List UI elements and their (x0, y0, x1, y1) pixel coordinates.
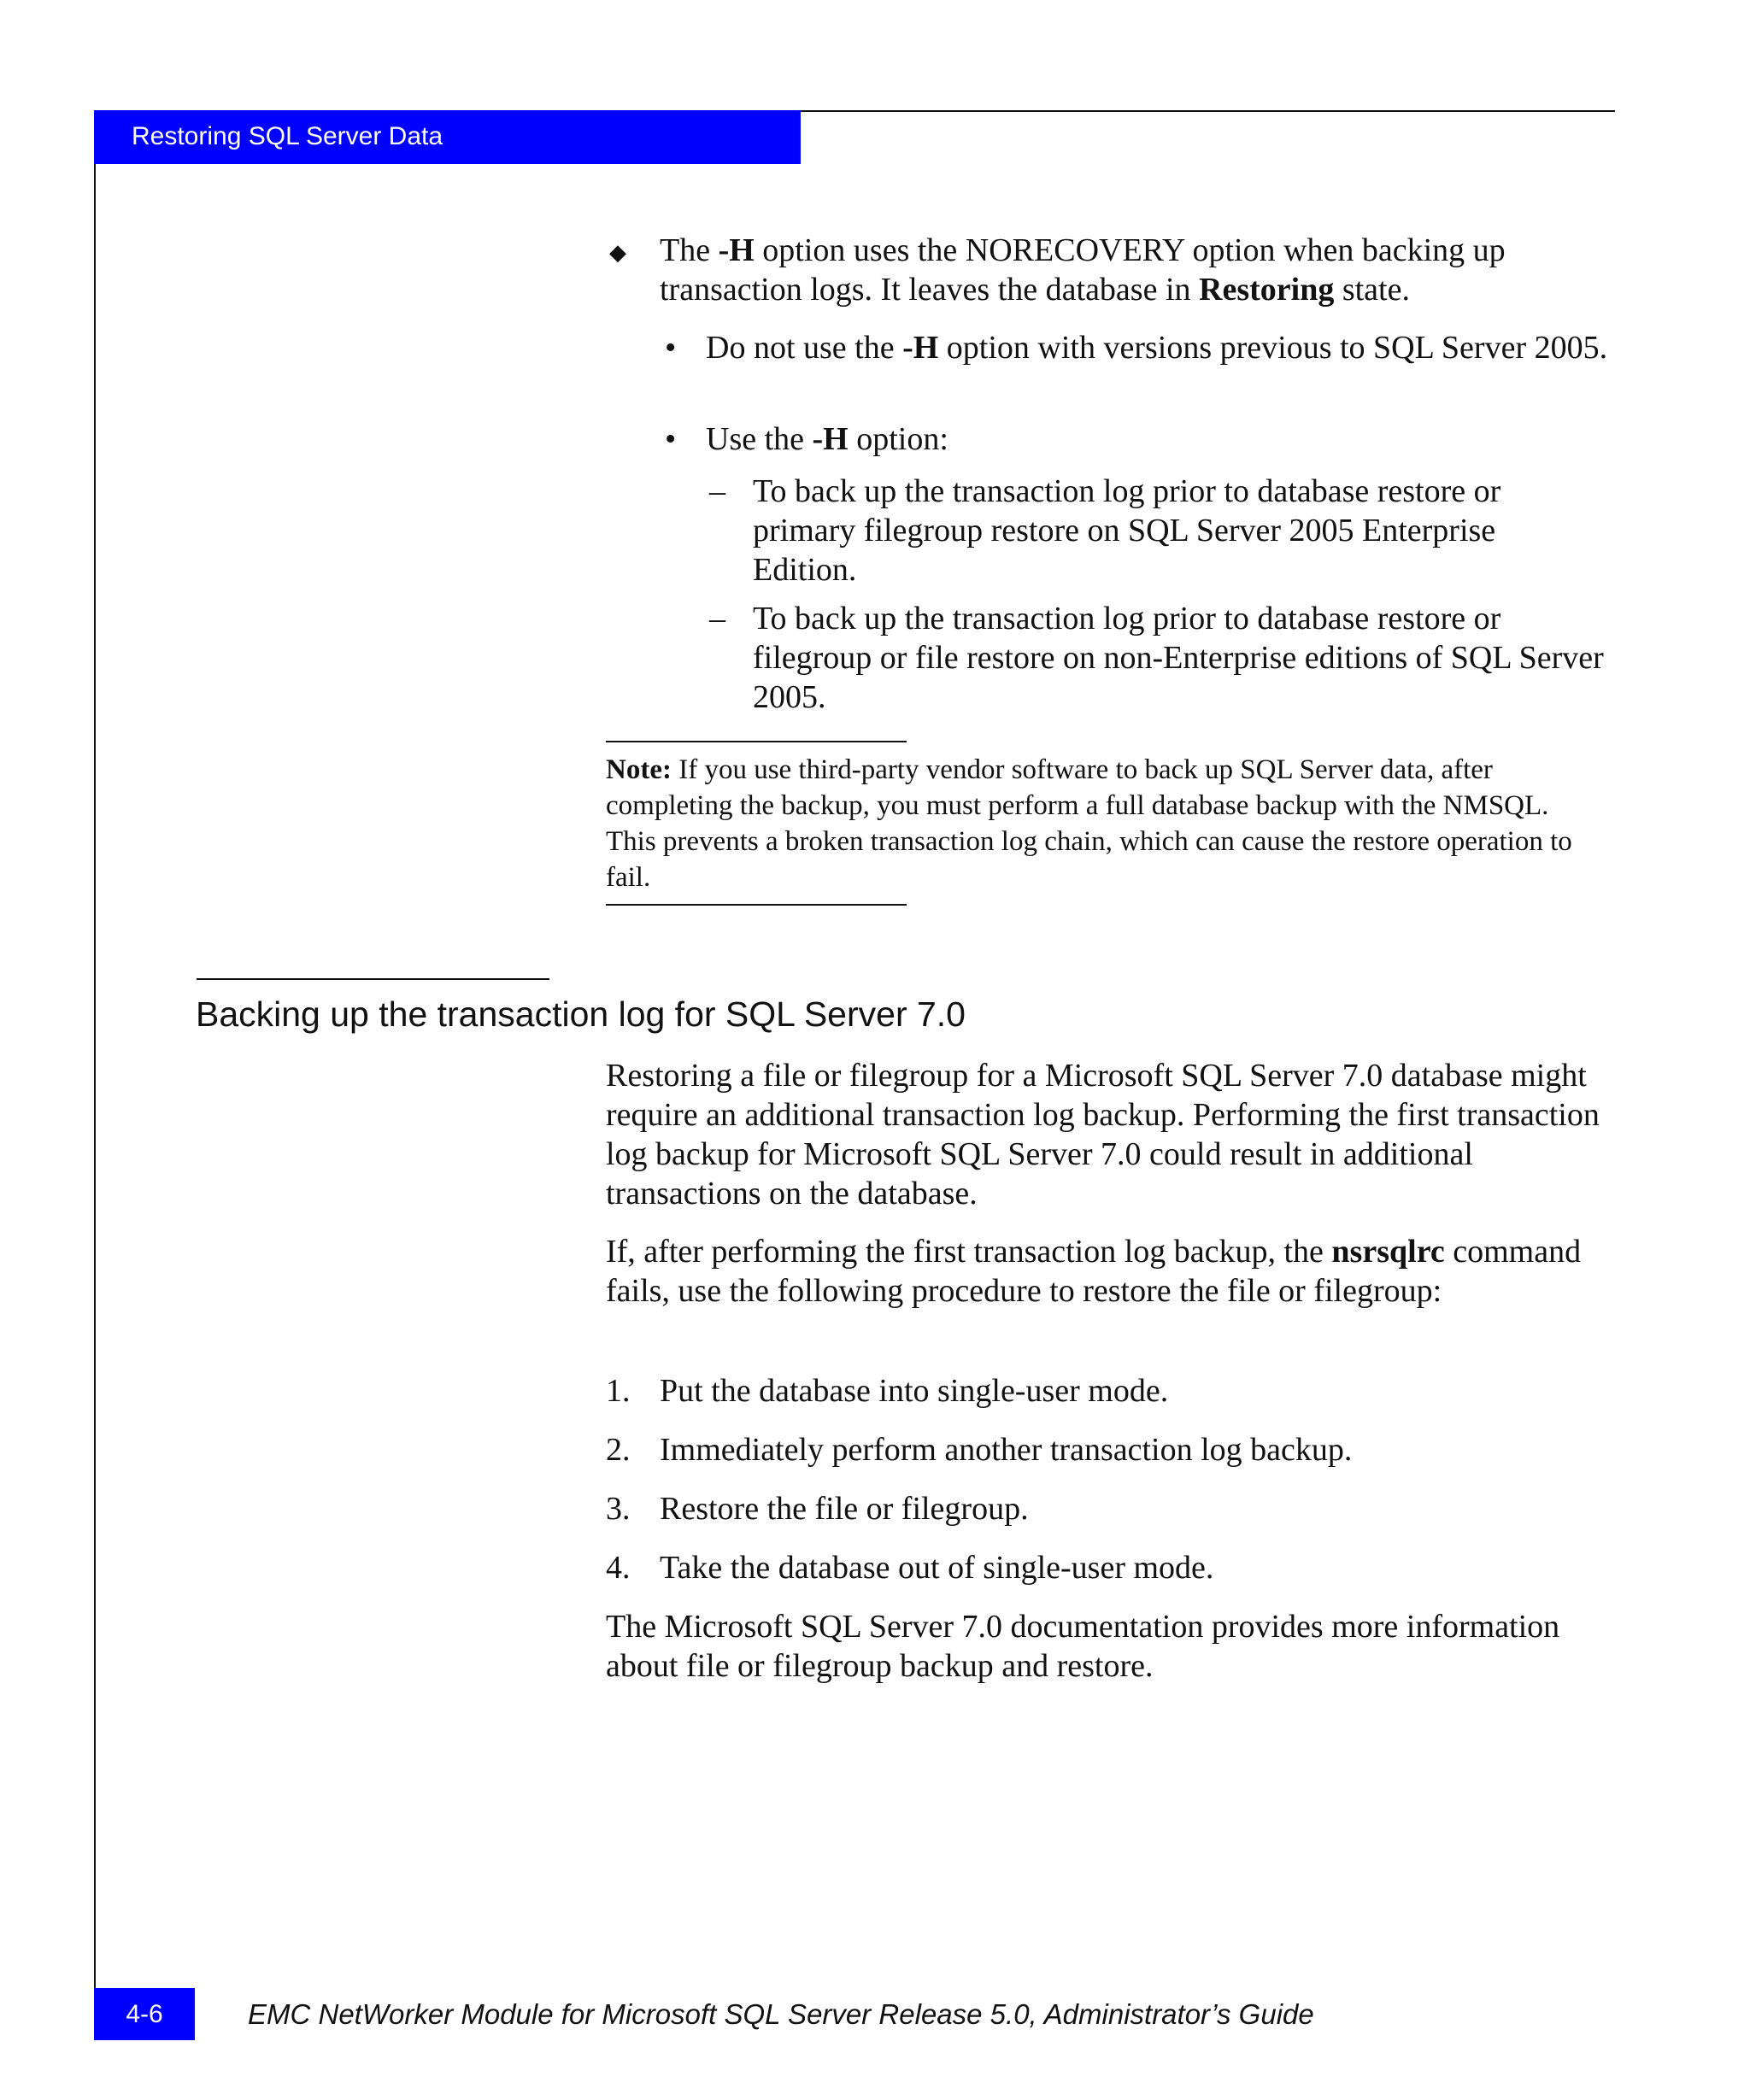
header-rule (801, 110, 1615, 112)
header-section-title: Restoring SQL Server Data (132, 122, 443, 150)
step-number: 3. (606, 1491, 631, 1527)
footer-document-title: EMC NetWorker Module for Microsoft SQL Server Release 5.0, Administrator’s Guide (248, 1998, 1314, 2030)
dot-bullet-icon: • (665, 421, 677, 457)
dash-bullet-icon: – (709, 601, 725, 636)
section-paragraph-2: If, after performing the first transaction log backup, the nsrsqlrc command fails, use the following procedure to restore the file or filegroup: (606, 1234, 1582, 1309)
step-item: Immediately perform another transaction log backup. (660, 1432, 1353, 1468)
step-number: 2. (606, 1432, 631, 1468)
diamond-bullet-icon: ◆ (609, 240, 626, 265)
note-top-rule (606, 741, 907, 742)
section-rule (197, 978, 549, 980)
note-bottom-rule (606, 904, 907, 906)
bullet-versions-note: Do not use the -H option with versions previous to SQL Server 2005. (706, 330, 1608, 366)
bullet-h-option: The -H option uses the NORECOVERY option when backing up transaction logs. It leaves the database in Restoring state. (660, 232, 1506, 308)
section-paragraph-3: The Microsoft SQL Server 7.0 documentation provides more information about file or filegroup backup and restore. (606, 1609, 1560, 1684)
note-block: Note: If you use third-party vendor software to back up SQL Server data, after completing the backup, you must perform a full database backup with the NMSQL. This prevents a broken transaction log chain, which can cause the restore operation to fail. (606, 754, 1572, 893)
section-heading: Backing up the transaction log for SQL Server 7.0 (196, 994, 966, 1034)
left-margin-rule (94, 164, 96, 2040)
dash-item-non-enterprise: To back up the transaction log prior to database restore or filegroup or file restore on non-Enterprise editions of SQL Server 2005. (753, 601, 1604, 715)
step-number: 4. (606, 1550, 631, 1586)
dash-bullet-icon: – (709, 473, 725, 509)
step-item: Restore the file or filegroup. (660, 1491, 1029, 1527)
step-number: 1. (606, 1373, 631, 1409)
dash-item-enterprise: To back up the transaction log prior to database restore or primary filegroup restore on SQL Server 2005 Enterprise Edition. (753, 473, 1501, 588)
dot-bullet-icon: • (665, 330, 677, 366)
step-item: Take the database out of single-user mode. (660, 1550, 1214, 1586)
bullet-use-h: Use the -H option: (706, 421, 948, 457)
page-number: 4-6 (126, 2000, 163, 2028)
step-item: Put the database into single-user mode. (660, 1373, 1169, 1409)
section-paragraph-1: Restoring a file or filegroup for a Microsoft SQL Server 7.0 database might require an additional transaction log backup. Performing the first transaction log backup for Microsoft SQL Server 7.0 could result in additional transactions on the database. (606, 1058, 1600, 1211)
footer-page-box (94, 1988, 195, 2040)
header-bar (94, 110, 801, 164)
